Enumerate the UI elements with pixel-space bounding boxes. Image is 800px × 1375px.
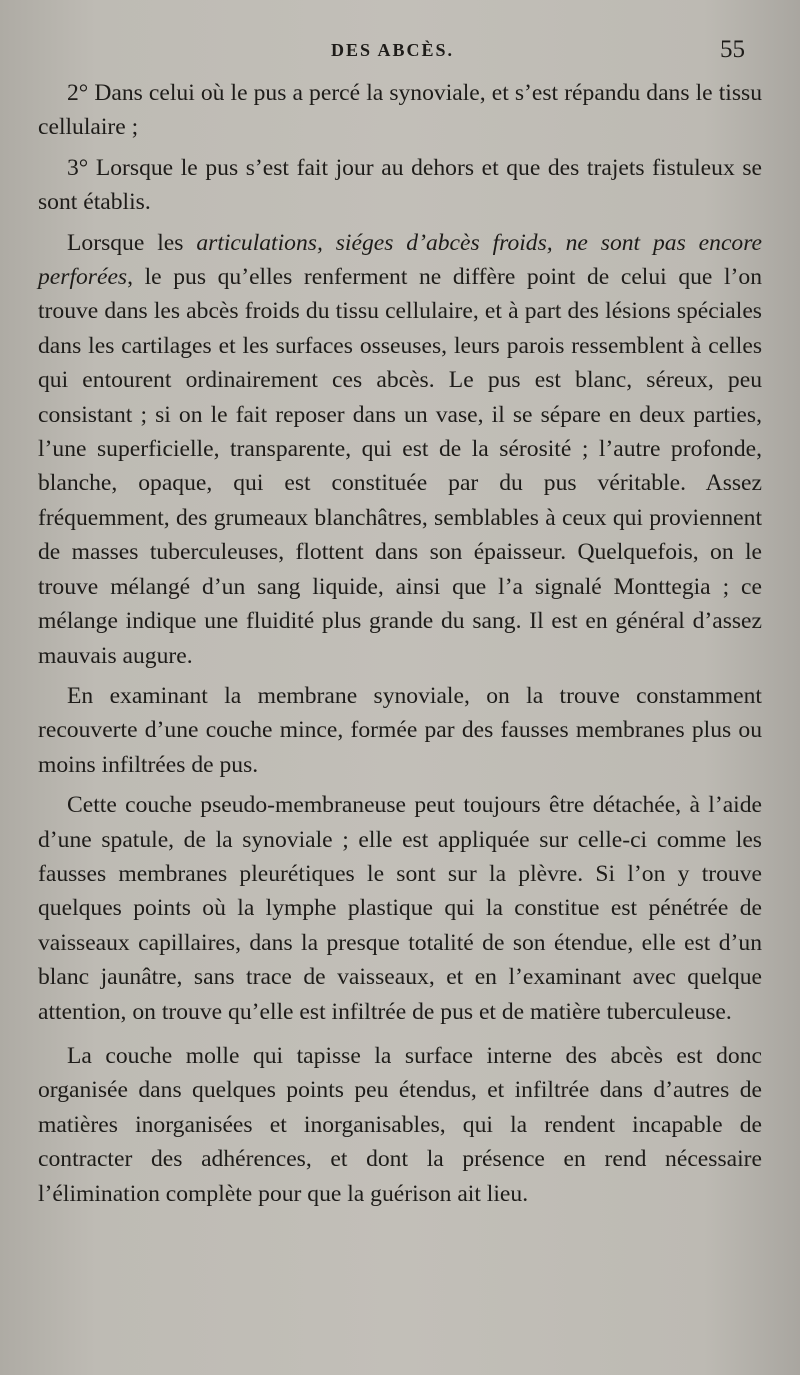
paragraph-5: Cette couche pseudo-membraneuse peut toujours être détachée, à l’aide d’une spatule, de la synoviale ; elle est appliquée sur celle-ci comme les fausses membranes pleurétiques le sont sur la plèvre. Si l’on y trouve quelques points où la lymphe plastique qui la constitue est pénétrée de vaisseaux capillaires, dans la presque totalité de son étendue, elle est d’un blanc jaunâtre, sans trace de vaisseaux, et en l’examinant avec quelque attention, on trouve qu’elle est infiltrée de pus et de matière tuberculeuse. (38, 792, 762, 1025)
page-number: 55 (720, 36, 745, 63)
paragraph-3-italic: articulations, siéges d’abcès froids, ne sont pas encore perforées (38, 229, 762, 291)
body-text (38, 76, 762, 1211)
running-head: DES ABCÈS. (330, 40, 455, 60)
page-header (40, 36, 745, 70)
paragraph-3-rest: , le pus qu’elles renferment ne diffère point de celui que l’on trouve dans les abcès froids du tissu cellulaire, et à part des lésions spéciales dans les cartilages et les surfaces osseuses, leurs parois ressemblent à celles qui entourent ordinairement ces abcès. Le pus est blanc, séreux, peu consistant ; si on le fait reposer dans un vase, il se sépare en deux parties, l’une superficielle, transparente, qui est de la sérosité ; l’autre profonde, blanche, opaque, qui est constituée par du pus véritable. Assez fréquemment, des grumeaux blanchâtres, semblables à ceux qui proviennent de masses tuberculeuses, flottent dans son épaisseur. Quelquefois, on le trouve mélangé d’un sang liquide, ainsi que l’a signalé Monttegia ; ce mélange indique une fluidité plus grande du sang. Il est en général d’assez mauvais augure. (38, 264, 762, 669)
paragraph-3-start: Lorsque les (67, 229, 197, 256)
paragraph-1: 2° Dans celui où le pus a percé la synoviale, et s’est répandu dans le tissu cellulaire ; (38, 80, 762, 141)
paragraph-4: En examinant la membrane synoviale, on la trouve constamment recouverte d’une couche mince, formée par des fausses membranes plus ou moins infiltrées de pus. (38, 682, 762, 778)
paragraph-3 (38, 226, 762, 673)
paragraph-2: 3° Lorsque le pus s’est fait jour au dehors et que des trajets fistuleux se sont établis. (38, 154, 762, 216)
paragraph-6: La couche molle qui tapisse la surface interne des abcès est donc organisée dans quelques points peu étendus, et infiltrée dans d’autres de matières inorganisées et inorganisables, qui la rendent incapable de contracter des adhérences, et dont la présence en rend nécessaire l’élimination complète pour que la guérison ait lieu. (38, 1042, 762, 1207)
